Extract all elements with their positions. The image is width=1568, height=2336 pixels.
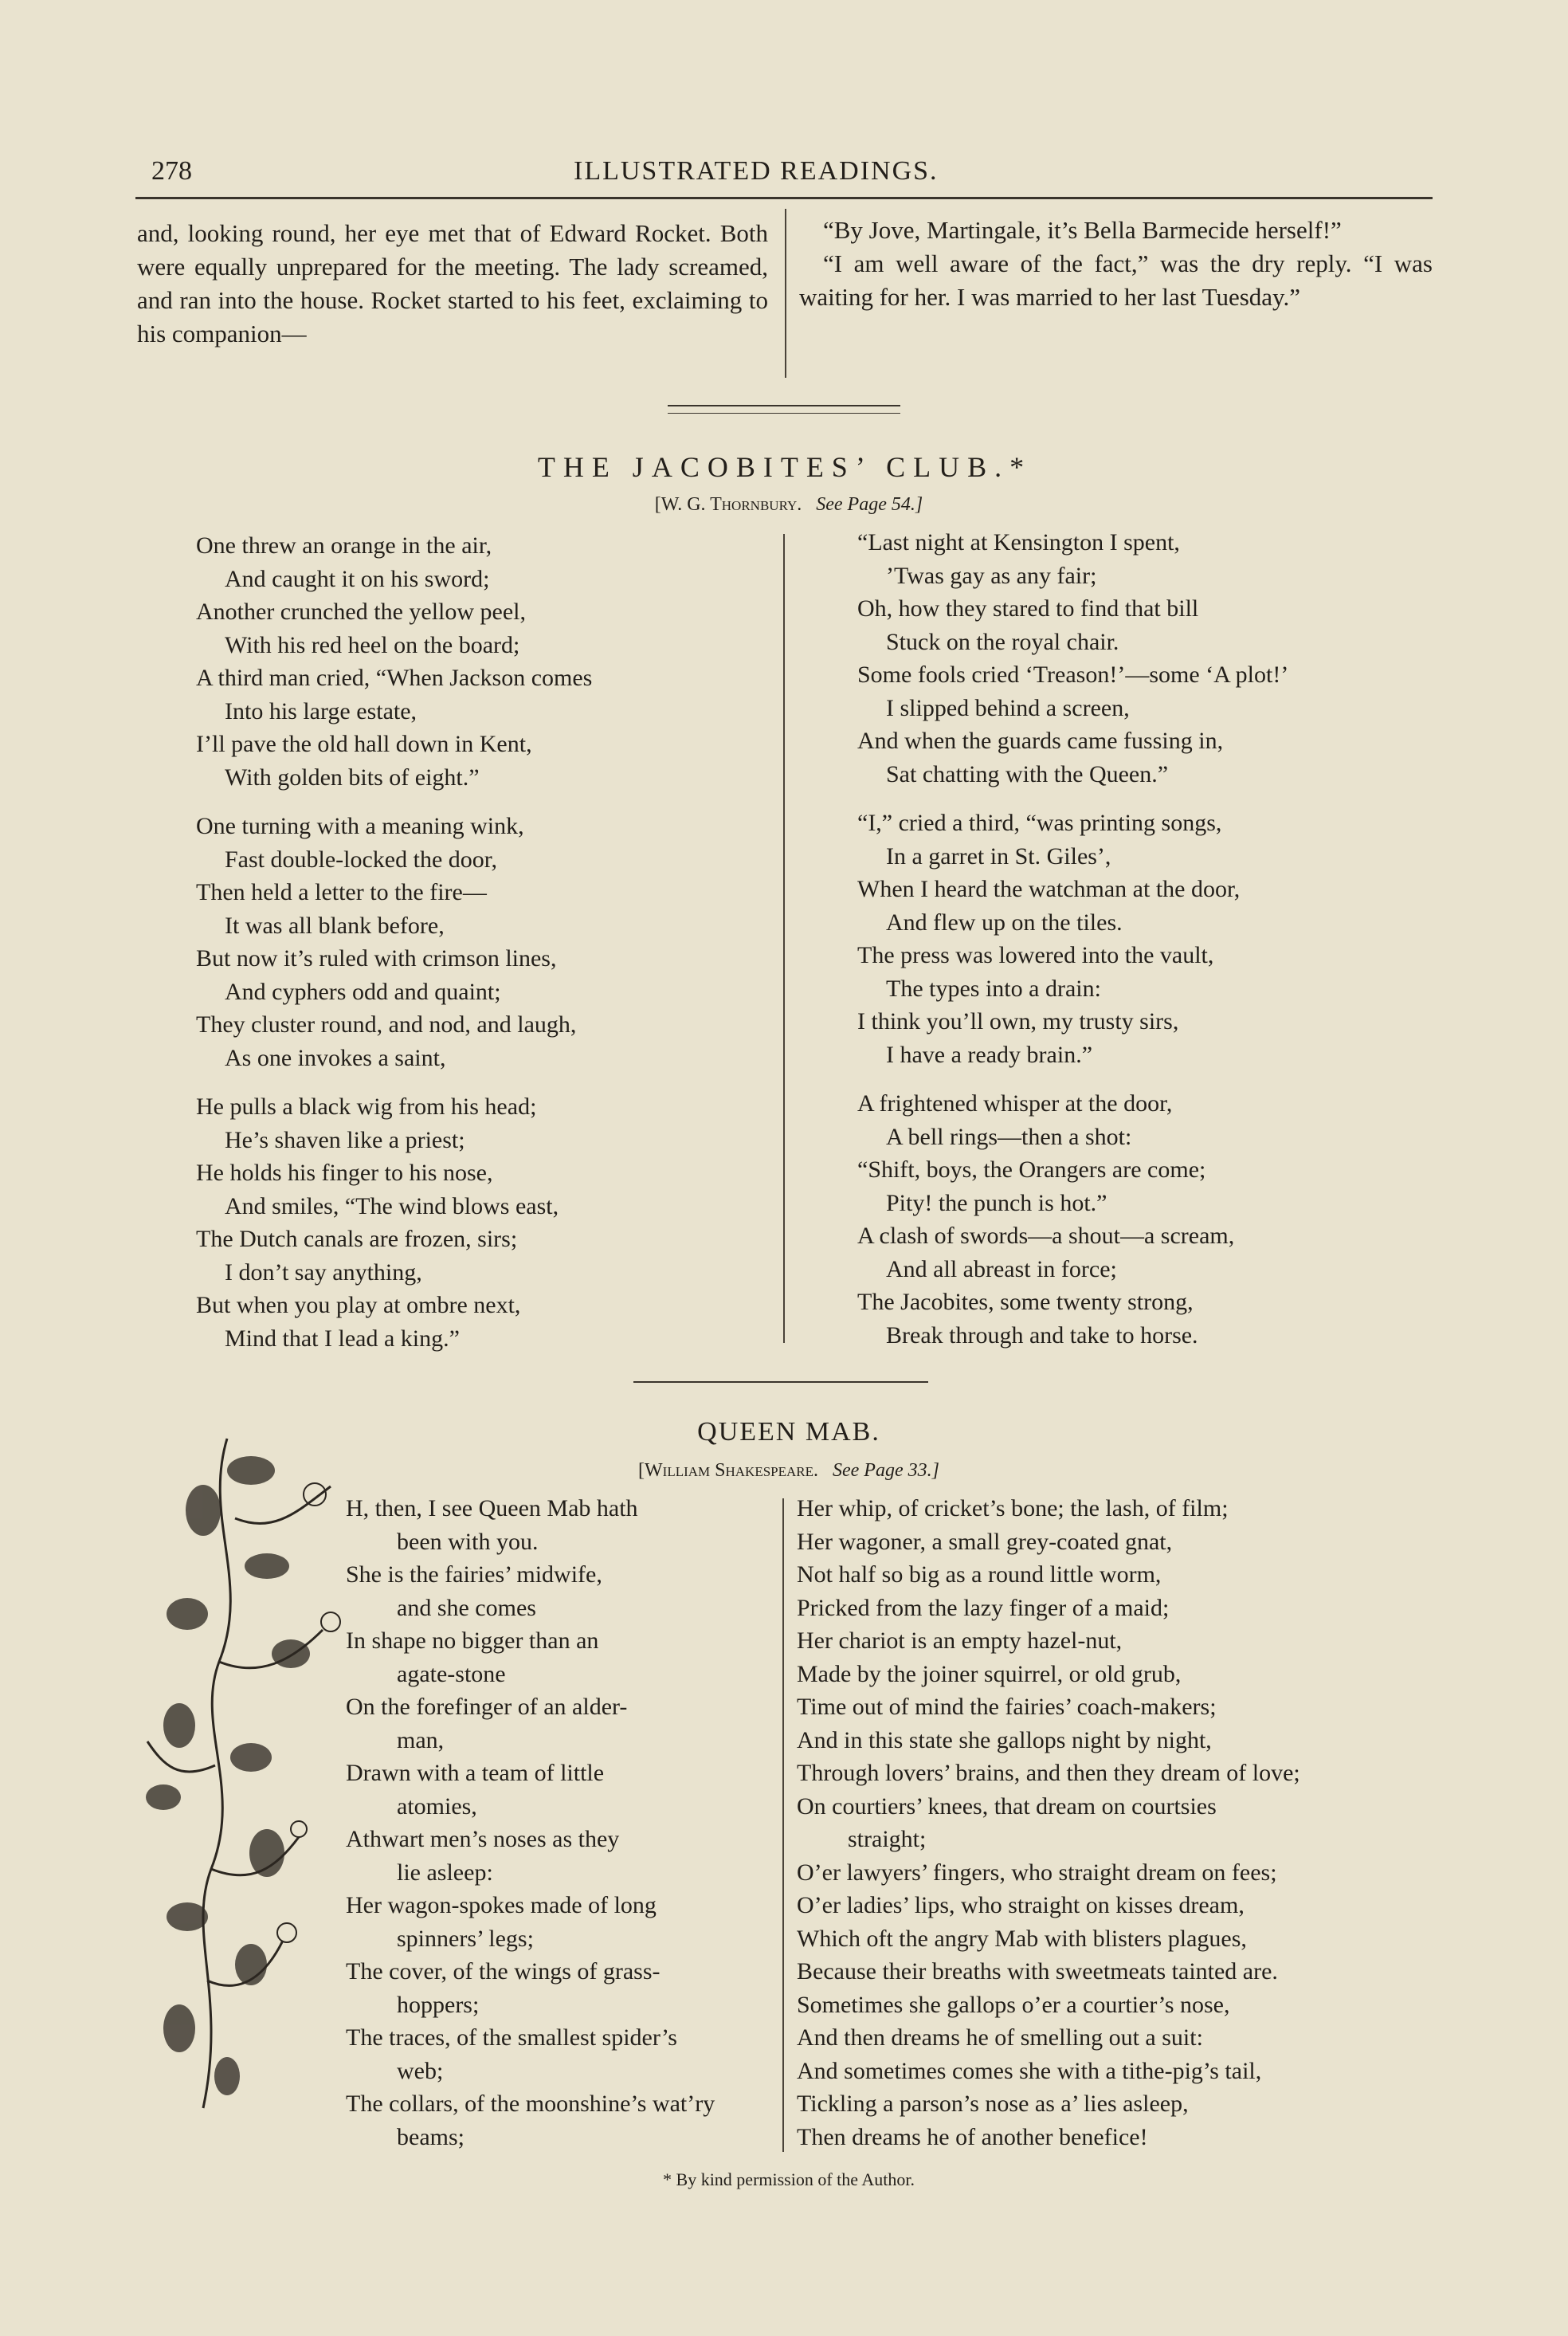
poem-line: “Shift, boys, the Orangers are come;: [857, 1156, 1206, 1183]
poem-line: Drawn with a team of little: [346, 1760, 605, 1786]
poem-line: Sat chatting with the Queen.”: [886, 760, 1169, 787]
page-reference: See Page 33.]: [833, 1460, 939, 1481]
poem-line: Her wagoner, a small grey-coated gnat,: [797, 1528, 1173, 1555]
poem-line: He holds his finger to his nose,: [196, 1160, 493, 1186]
poem-line: Oh, how they stared to find that bill: [857, 595, 1199, 622]
poem-line: A third man cried, “When Jackson comes: [196, 665, 593, 691]
poem-line: And cyphers odd and quaint;: [225, 978, 501, 1005]
poem-line: She is the fairies’ midwife,: [346, 1561, 602, 1588]
poem-line: man,: [397, 1726, 445, 1753]
poem-line: Her chariot is an empty hazel-nut,: [797, 1627, 1123, 1654]
queen-mab-left-column: [346, 1492, 776, 2153]
story-left-column: [137, 217, 768, 351]
author-name: [William Shakespeare.: [638, 1460, 818, 1481]
section-separator: [633, 1381, 928, 1383]
poem-line: Fast double-locked the door,: [225, 846, 498, 873]
stanza: [196, 1090, 786, 1355]
footnote: * By kind permission of the Author.: [663, 2169, 915, 2189]
poem-line: atomies,: [397, 1792, 477, 1820]
poem-line: Sometimes she gallops o’er a courtier’s nose,: [797, 1991, 1230, 2018]
poem-line: And caught it on his sword;: [225, 565, 490, 592]
poem-line: Pity! the punch is hot.”: [886, 1189, 1107, 1216]
column-rule: [785, 209, 786, 378]
poem-line: As one invokes a saint,: [225, 1044, 446, 1071]
poem-line: In a garret in St. Giles’,: [886, 842, 1111, 870]
poem-line: “Last night at Kensington I spent,: [857, 529, 1180, 556]
running-title: ILLUSTRATED READINGS.: [574, 156, 939, 186]
poem-line: Another crunched the yellow peel,: [196, 599, 527, 625]
poem-line: A clash of swords—a shout—a scream,: [857, 1223, 1235, 1249]
stanza: [196, 810, 786, 1074]
poem-line: On courtiers’ knees, that dream on courtsies: [797, 1792, 1217, 1820]
poem-line: O’er ladies’ lips, who straight on kisses dream,: [797, 1892, 1245, 1918]
poem-line: He pulls a black wig from his head;: [196, 1093, 537, 1120]
poem-line: Stuck on the royal chair.: [886, 628, 1119, 655]
page-reference: See Page 54.]: [816, 494, 923, 515]
poem-line: web;: [397, 2057, 444, 2084]
poem-line: Then held a letter to the fire—: [196, 879, 487, 905]
poem-byline-jacobites: [558, 494, 1020, 516]
poem-line: In shape no bigger than an: [346, 1627, 599, 1654]
poem-line: Tickling a parson’s nose as a’ lies asleep,: [797, 2091, 1189, 2117]
poem-title-queen-mab: QUEEN MAB.: [697, 1417, 880, 1447]
poem-line: And all abreast in force;: [886, 1255, 1117, 1282]
poem-line: And in this state she gallops night by night,: [797, 1726, 1212, 1753]
author-name: [W. G. Thornbury.: [654, 494, 802, 515]
poem-line: And sometimes comes she with a tithe-pig’s tail,: [797, 2057, 1262, 2084]
poem-line: “I,” cried a third, “was printing songs,: [857, 810, 1222, 836]
poem-line: Mind that I lead a king.”: [225, 1325, 460, 1352]
floral-initial-illustration: [131, 1423, 355, 2140]
poem-line: Then dreams he of another benefice!: [797, 2123, 1148, 2150]
poem-line: H, then, I see Queen Mab hath: [346, 1495, 638, 1521]
poem-line: I think you’ll own, my trusty sirs,: [857, 1008, 1179, 1035]
queen-mab-right-column: [797, 1492, 1434, 2153]
poem-line: When I heard the watchman at the door,: [857, 876, 1241, 902]
poem-line: And then dreams he of smelling out a suit:: [797, 2024, 1203, 2051]
section-separator: [668, 413, 900, 414]
poem-line: and she comes: [397, 1594, 536, 1621]
poem-line: And smiles, “The wind blows east,: [225, 1192, 559, 1219]
poem-line: A bell rings—then a shot:: [886, 1123, 1132, 1150]
poem-line: I’ll pave the old hall down in Kent,: [196, 731, 532, 757]
poem-line: The collars, of the moonshine’s wat’ry: [346, 2091, 715, 2117]
section-separator: [668, 405, 900, 406]
poem-title-jacobites: THE JACOBITES’ CLUB.*: [537, 451, 1033, 483]
poem-line: He’s shaven like a priest;: [225, 1126, 465, 1153]
poem-line: The Jacobites, some twenty strong,: [857, 1289, 1194, 1315]
story-paragraph: “By Jove, Martingale, it’s Bella Barmecide herself!”: [823, 216, 1342, 244]
poem-line: The traces, of the smallest spider’s: [346, 2024, 677, 2051]
story-right-column: [799, 214, 1433, 314]
poem-byline-queen-mab: [558, 1460, 1020, 1482]
poem-left-column: [196, 529, 786, 1371]
poem-line: Time out of mind the fairies’ coach-makers;: [797, 1694, 1217, 1720]
poem-line: I don’t say anything,: [225, 1258, 422, 1286]
poem-right-column: [857, 526, 1447, 1368]
poem-line: Because their breaths with sweetmeats tainted are.: [797, 1958, 1278, 1985]
column-rule: [783, 534, 785, 1343]
column-rule: [782, 1498, 784, 2152]
poem-line: ’Twas gay as any fair;: [886, 562, 1097, 589]
poem-line: The Dutch canals are frozen, sirs;: [196, 1226, 518, 1252]
poem-line: It was all blank before,: [225, 912, 445, 939]
poem-line: Made by the joiner squirrel, or old grub,: [797, 1660, 1182, 1687]
poem-line: The cover, of the wings of grass-: [346, 1958, 661, 1985]
header-rule: [135, 197, 1433, 199]
poem-line: With his red heel on the board;: [225, 631, 520, 658]
poem-line: Which oft the angry Mab with blisters plagues,: [797, 1925, 1247, 1952]
poem-line: Athwart men’s noses as they: [346, 1826, 620, 1852]
poem-line: straight;: [848, 1826, 927, 1852]
poem-line: Not half so big as a round little worm,: [797, 1561, 1162, 1588]
poem-line: Through lovers’ brains, and then they dream of love;: [797, 1760, 1300, 1786]
poem-line: And flew up on the tiles.: [886, 909, 1123, 936]
poem-line: agate-stone: [397, 1660, 506, 1687]
story-paragraph: and, looking round, her eye met that of Edward Rocket. Both were equally unprepared for the meeting. The lady screamed, and ran into the house. Rocket started to his feet, exclaiming to his companion—: [137, 219, 768, 347]
page-number: 278: [151, 156, 192, 186]
poem-line: The types into a drain:: [886, 975, 1101, 1002]
poem-line: The press was lowered into the vault,: [857, 942, 1214, 968]
poem-line: One turning with a meaning wink,: [196, 813, 524, 839]
stanza: [857, 807, 1447, 1071]
poem-line: I slipped behind a screen,: [886, 694, 1130, 721]
poem-line: A frightened whisper at the door,: [857, 1090, 1173, 1117]
poem-line: O’er lawyers’ fingers, who straight dream on fees;: [797, 1859, 1277, 1886]
poem-line: Her whip, of cricket’s bone; the lash, of film;: [797, 1495, 1229, 1521]
poem-line: Pricked from the lazy finger of a maid;: [797, 1594, 1170, 1621]
poem-line: But now it’s ruled with crimson lines,: [196, 945, 557, 972]
poem-line: been with you.: [397, 1528, 539, 1555]
poem-line: Her wagon-spokes made of long: [346, 1892, 657, 1918]
poem-line: Break through and take to horse.: [886, 1321, 1198, 1349]
poem-line: They cluster round, and nod, and laugh,: [196, 1011, 577, 1038]
poem-line: But when you play at ombre next,: [196, 1292, 521, 1318]
poem-line: Into his large estate,: [225, 697, 417, 724]
poem-line: On the forefinger of an alder-: [346, 1694, 628, 1720]
poem-line: spinners’ legs;: [397, 1925, 534, 1952]
poem-line: hoppers;: [397, 1991, 480, 2018]
stanza: [196, 529, 786, 794]
story-paragraph: “I am well aware of the fact,” was the dry reply. “I was waiting for her. I was married to her last Tuesday.”: [799, 249, 1433, 311]
poem-line: lie asleep:: [397, 1859, 493, 1886]
stanza: [857, 1087, 1447, 1352]
stanza: [857, 526, 1447, 791]
poem-line: Some fools cried ‘Treason!’—some ‘A plot!’: [857, 662, 1289, 688]
poem-line: And when the guards came fussing in,: [857, 728, 1224, 754]
poem-line: With golden bits of eight.”: [225, 764, 480, 791]
poem-line: I have a ready brain.”: [886, 1041, 1093, 1068]
poem-line: One threw an orange in the air,: [196, 532, 492, 559]
poem-line: beams;: [397, 2123, 465, 2150]
